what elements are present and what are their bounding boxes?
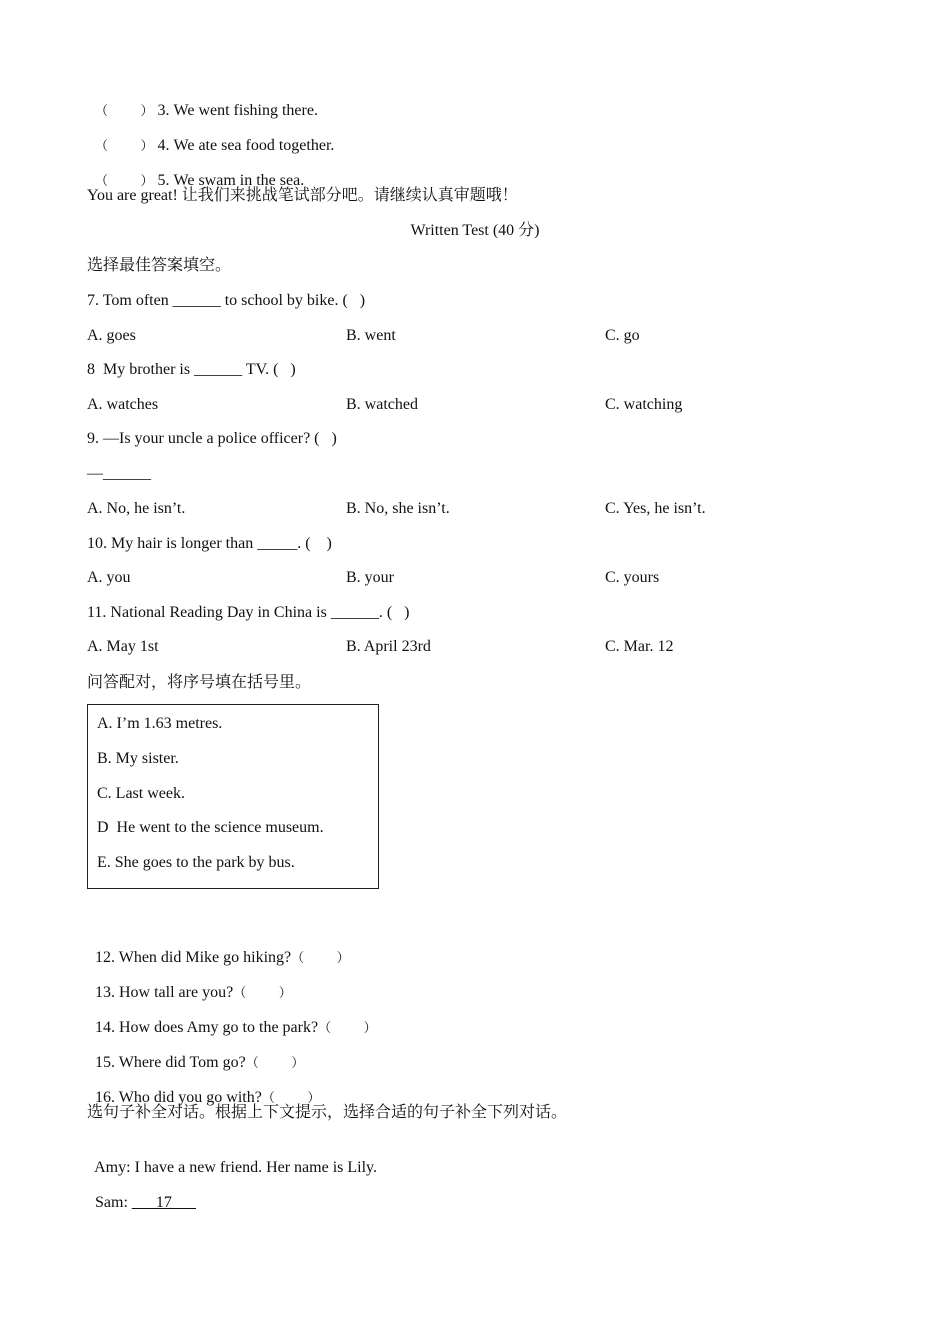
item-text: 5. We swam in the sea. (157, 172, 305, 189)
listening-item-3 (87, 81, 318, 121)
option-7c: C. go (605, 327, 640, 344)
answer-d: D He went to the science museum. (97, 819, 324, 836)
part3-instruction: 选句子补全对话。根据上下文提示，选择合适的句子补全下列对话。 (87, 1104, 568, 1121)
dialogue-text: I have a new friend. Her name is Lily. (134, 1159, 377, 1176)
answer-paren: （ ） (245, 1055, 305, 1070)
question-text: 14. How does Amy go to the park? (95, 1019, 319, 1036)
answer-paren: （ ） (233, 985, 292, 1000)
question-text: 15. Where did Tom go? (95, 1054, 246, 1071)
answer-paren: （ ） (95, 138, 154, 153)
question-15 (87, 1033, 304, 1073)
dialogue-line-sam (87, 1173, 196, 1213)
option-7a: A. goes (87, 327, 136, 344)
option-11c: C. Mar. 12 (605, 638, 674, 655)
answer-paren: （ ） (261, 1090, 321, 1105)
question-13 (87, 963, 292, 1003)
question-7: 7. Tom often ______ to school by bike. ( ) (87, 292, 366, 309)
listening-item-5 (87, 151, 304, 191)
question-text: 13. How tall are you? (95, 984, 234, 1001)
answer-paren: （ ） (291, 950, 350, 965)
question-10: 10. My hair is longer than _____. ( ) (87, 535, 332, 552)
option-9c: C. Yes, he isn’t. (605, 500, 706, 517)
answer-paren: （ ） (95, 173, 154, 188)
question-11: 11. National Reading Day in China is ______. ( ) (87, 604, 410, 621)
question-9: 9. —Is your uncle a police officer? ( ) (87, 430, 337, 447)
answer-paren: （ ） (95, 103, 154, 118)
option-9a: A. No, he isn’t. (87, 500, 186, 517)
part2-instruction: 问答配对，将序号填在括号里。 (87, 674, 312, 691)
question-text: 16. Who did you go with? (95, 1089, 262, 1106)
answer-c: C. Last week. (97, 785, 185, 802)
question-12 (87, 928, 350, 968)
option-8a: A. watches (87, 396, 159, 413)
answer-paren: （ ） (318, 1020, 377, 1035)
option-8c: C. watching (605, 396, 683, 413)
item-text: 4. We ate sea food together. (157, 137, 335, 154)
listening-item-4 (87, 116, 334, 156)
answer-e: E. She goes to the park by bus. (97, 854, 295, 871)
blank-17: ___17___ (131, 1194, 196, 1211)
option-10b: B. your (346, 569, 394, 586)
answer-box (87, 704, 379, 889)
option-8b: B. watched (346, 396, 418, 413)
question-8: 8 My brother is ______ TV. ( ) (87, 361, 296, 378)
question-text: 12. When did Mike go hiking? (95, 949, 292, 966)
answer-a: A. I’m 1.63 metres. (97, 715, 223, 732)
item-text: 3. We went fishing there. (157, 102, 318, 119)
option-11b: B. April 23rd (346, 638, 431, 655)
option-10a: A. you (87, 569, 131, 586)
section-title: Written Test (40 分) (410, 222, 540, 239)
speaker: Sam: (95, 1194, 128, 1211)
speaker: Amy: (94, 1159, 131, 1176)
option-9b: B. No, she isn’t. (346, 500, 450, 517)
question-9-response: —______ (87, 465, 151, 482)
option-7b: B. went (346, 327, 396, 344)
option-11a: A. May 1st (87, 638, 159, 655)
question-14 (87, 998, 377, 1038)
question-16 (87, 1068, 320, 1108)
part1-instruction: 选择最佳答案填空。 (87, 257, 232, 274)
answer-b: B. My sister. (97, 750, 179, 767)
option-10c: C. yours (605, 569, 660, 586)
dialogue-line-amy (87, 1138, 377, 1178)
transition-text: You are great! 让我们来挑战笔试部分吧。请继续认真审题哦！ (87, 187, 518, 204)
